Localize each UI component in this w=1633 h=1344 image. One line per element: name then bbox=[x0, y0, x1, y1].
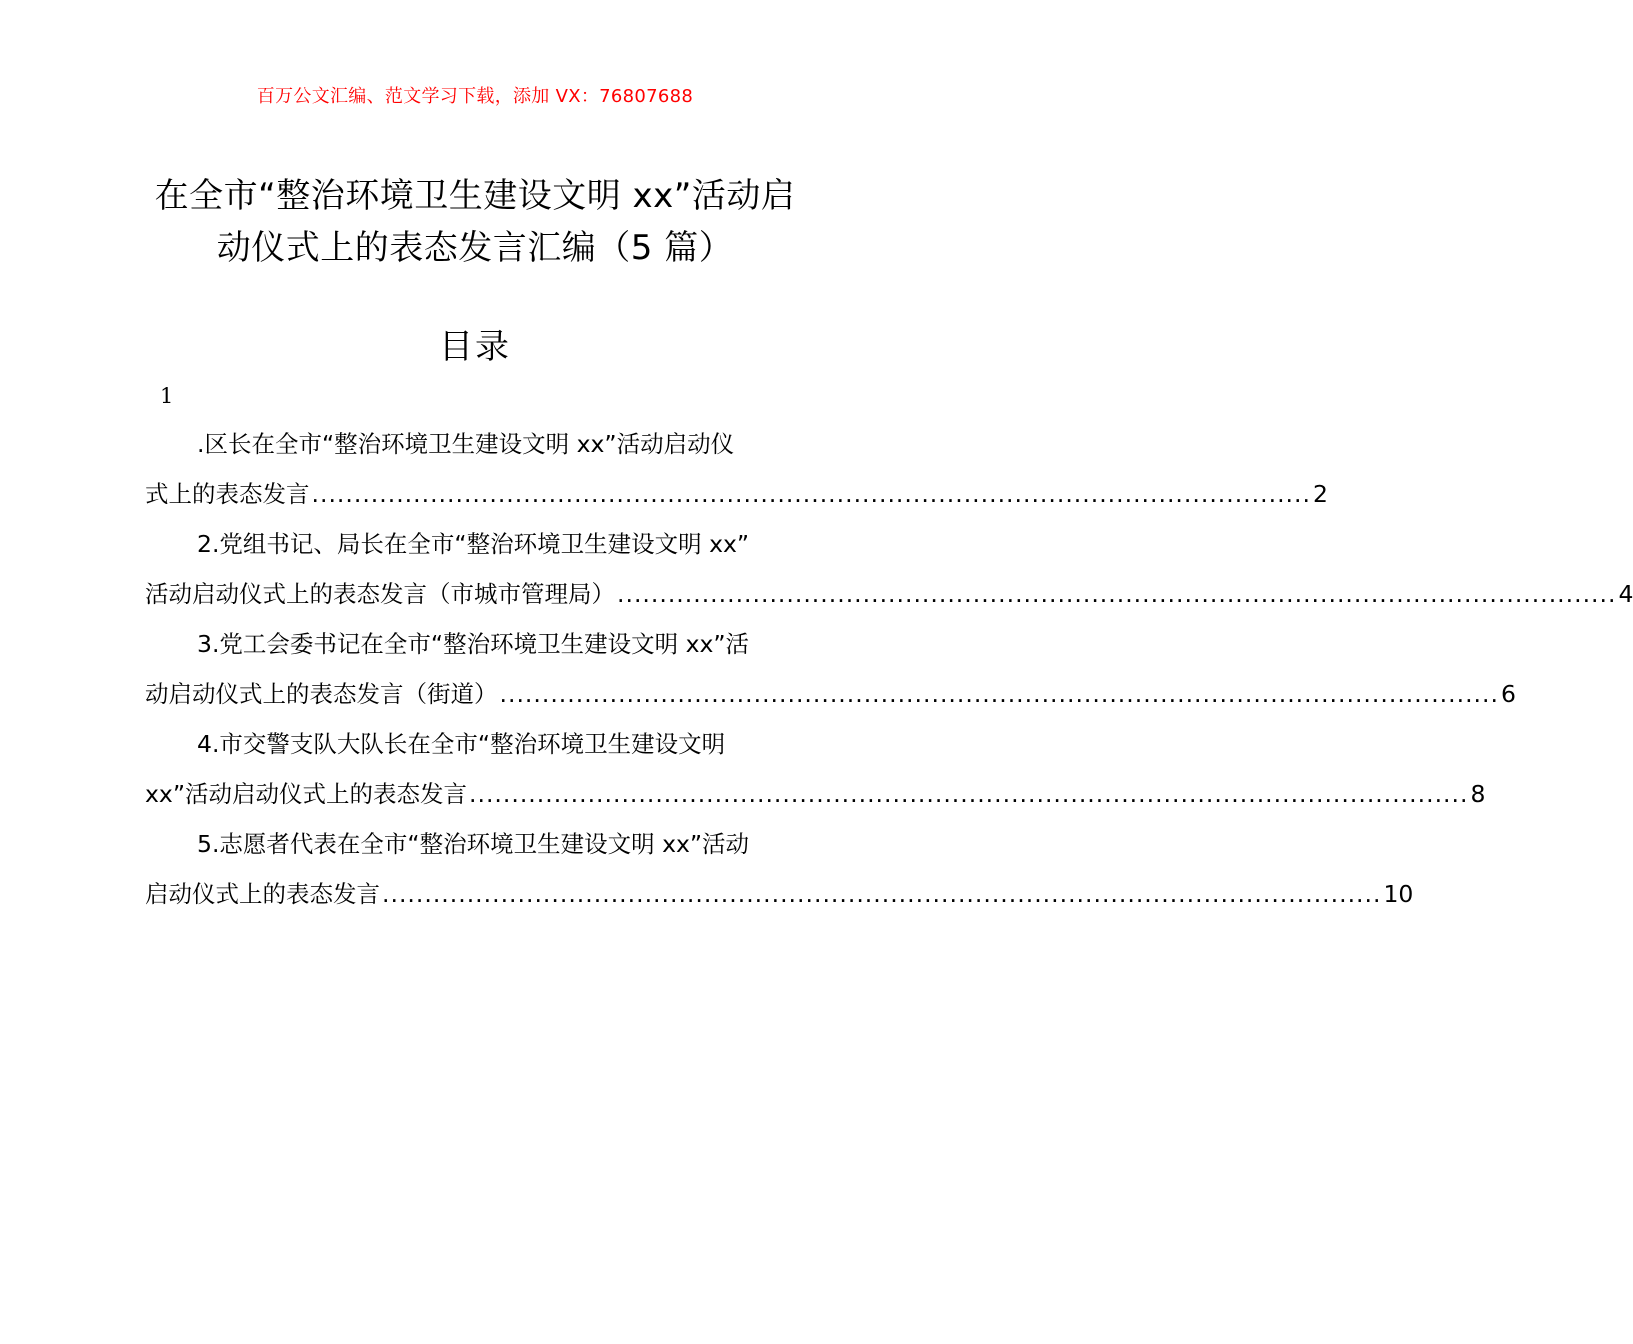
toc-number-marker: 1 bbox=[160, 384, 174, 408]
toc-entry-title-line: 动启动仪式上的表态发言（街道） bbox=[145, 680, 498, 708]
toc-entry-title-line: 3.党工会委书记在全市“整治环境卫生建设文明 xx”活 bbox=[197, 630, 750, 658]
toc-dot-leader: ...................................................................................................................... bbox=[617, 580, 1617, 608]
toc-entry-title-line: 启动仪式上的表态发言 bbox=[145, 880, 380, 908]
toc-entry-last-line bbox=[145, 869, 1414, 919]
toc-entry-title-line: 4.市交警支队大队长在全市“整治环境卫生建设文明 bbox=[197, 730, 726, 758]
toc-entry-title-line: 活动启动仪式上的表态发言（市城市管理局） bbox=[145, 580, 615, 608]
toc-entry-last-line bbox=[145, 469, 1328, 519]
document-title bbox=[140, 170, 810, 274]
toc-entry-2[interactable] bbox=[145, 519, 1633, 619]
toc-entry-3[interactable] bbox=[145, 619, 1516, 719]
toc-entry-title-line: xx”活动启动仪式上的表态发言 bbox=[145, 780, 467, 808]
toc-page-number: 8 bbox=[1470, 780, 1486, 808]
toc-page-number: 4 bbox=[1618, 580, 1633, 608]
toc-entry-4[interactable] bbox=[145, 719, 1486, 819]
toc-entry-last-line bbox=[145, 769, 1486, 819]
toc-entry-title-line: 式上的表态发言 bbox=[145, 480, 310, 508]
toc-page-number: 6 bbox=[1500, 680, 1516, 708]
promo-banner: 百万公文汇编、范文学习下载，添加 VX：76807688 bbox=[256, 86, 694, 107]
document-title-line-2: 动仪式上的表态发言汇编（5 篇） bbox=[216, 228, 734, 268]
toc-page-number: 2 bbox=[1312, 480, 1328, 508]
toc-entry-last-line bbox=[145, 669, 1516, 719]
toc-dot-leader: ...................................................................................................................... bbox=[499, 680, 1499, 708]
toc-entry-title-line: 2.党组书记、局长在全市“整治环境卫生建设文明 xx” bbox=[197, 530, 750, 558]
toc-entry-5[interactable] bbox=[145, 819, 1414, 919]
toc-entry-1[interactable] bbox=[145, 419, 1328, 519]
toc-dot-leader: ...................................................................................................................... bbox=[311, 480, 1311, 508]
toc-entry-last-line bbox=[145, 569, 1633, 619]
toc-dot-leader: ...................................................................................................................... bbox=[382, 880, 1382, 908]
document-title-line-1: 在全市“整治环境卫生建设文明 xx”活动启 bbox=[154, 176, 796, 216]
toc-entry-title-line: .区长在全市“整治环境卫生建设文明 xx”活动启动仪 bbox=[197, 430, 735, 458]
toc-heading: 目录 bbox=[439, 327, 511, 367]
toc-dot-leader: ...................................................................................................................... bbox=[469, 780, 1469, 808]
table-of-contents bbox=[145, 419, 1633, 919]
toc-page-number: 10 bbox=[1383, 880, 1414, 908]
toc-entry-title-line: 5.志愿者代表在全市“整治环境卫生建设文明 xx”活动 bbox=[197, 830, 750, 858]
